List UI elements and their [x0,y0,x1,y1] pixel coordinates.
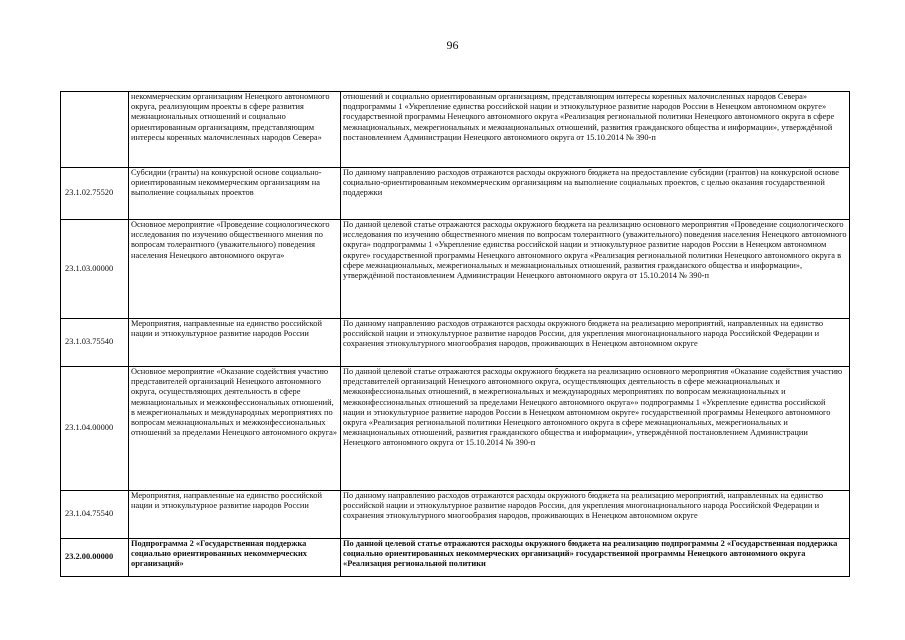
row-name: Субсидии (гранты) на конкурсной основе социально-ориентированным некоммерческим организациям на выполнение социальных проектов [129,168,341,220]
table-row [61,220,850,319]
table-row [61,168,850,220]
row-code: 23.1.03.00000 [61,220,129,319]
row-description: По данной целевой статье отражаются расходы окружного бюджета на реализацию основного мероприятия «Проведение социологического исследования по изучению общественного мнения по вопросам толерантного (уважительного) поведения населения Ненецкого автономного округа» подпрограммы 1 «Укрепление единства российской нации и этнокультурное развитие народов России в Ненецком автономном округе» государственной программы Ненецкого автономного округа «Реализация региональной политики Ненецкого автономного округа в сфере межнациональных, межрегиональных и межнациональных отношений, развития гражданского общества и информации», утверждённой постановлением Администрации Ненецкого автономного округа от 15.10.2014 № 390-п [341,220,850,319]
row-description: По данному направлению расходов отражаются расходы окружного бюджета на реализацию мероприятий, направленных на единство российской нации и этнокультурное развитие народов России, для укрепления многонационального народа Российской Федерации и сохранения этнокультурного многообразия народов, проживающих в Ненецком автономном округе [341,319,850,367]
row-code: 23.1.03.75540 [61,319,129,367]
row-description: По данной целевой статье отражаются расходы окружного бюджета на реализацию основного мероприятия «Оказание содействия участию представителей организаций Ненецкого автономного округа, осуществляющих деятельность в сфере межнациональных и межконфессиональных отношений, в межрегиональных и международных мероприятиях по вопросам межнациональных и межконфессиональных отношений за пределами Ненецкого автономного округа»» подпрограммы 1 «Укрепление единства российской нации и этнокультурное развитие народов России в Ненецком автономном округе» государственной программы Ненецкого автономного округа «Реализация региональной политики Ненецкого автономного округа в сфере межнациональных, межрегиональных и межнациональных отношений, развития гражданского общества и информации», утверждённой постановлением Администрации Ненецкого автономного округа от 15.10.2014 № 390-п [341,367,850,491]
table-row [61,491,850,539]
row-description: отношений и социально ориентированным организациям, представляющим интересы коренных малочисленных народов Севера» подпрограммы 1 «Укрепление единства российской нации и этнокультурное развитие народов России в Ненецком автономном округе» государственной программы Ненецкого автономного округа «Реализация региональной политики Ненецкого автономного округа в сфере межнациональных, межрегиональных и межнациональных отношений, развития гражданского общества и информации», утверждённой постановлением Администрации Ненецкого автономного округа от 15.10.2014 № 390-п [341,92,850,168]
row-code: 23.2.00.00000 [61,539,129,577]
row-code: 23.1.02.75520 [61,168,129,220]
row-code [61,92,129,168]
table-row [61,92,850,168]
row-description: По данному направлению расходов отражаются расходы окружного бюджета на предоставление субсидии (грантов) на конкурсной основе социально-ориентированным некоммерческим организациям на выполнение социальных проектов, с целью оказания государственной поддержки [341,168,850,220]
table-row [61,319,850,367]
row-name: некоммерческим организациям Ненецкого автономного округа, реализующим проекты в сфере развития межнациональных отношений и социально ориентированным организациям, представляющим интересы коренных малочисленных народов Севера» [129,92,341,168]
row-name: Основное мероприятие «Проведение социологического исследования по изучению общественного мнения по вопросам толерантного (уважительного) поведения населения Ненецкого автономного округа» [129,220,341,319]
row-name: Мероприятия, направленные на единство российской нации и этнокультурное развитие народов России [129,491,341,539]
table-row [61,367,850,491]
row-description: По данной целевой статье отражаются расходы окружного бюджета на реализацию подпрограммы 2 «Государственная поддержка социально ориентированных некоммерческих организаций» государственной программы Ненецкого автономного округа «Реализация региональной политики [341,539,850,577]
page-number: 96 [446,38,459,52]
row-code: 23.1.04.00000 [61,367,129,491]
table-row [61,539,850,577]
row-name: Мероприятия, направленные на единство российской нации и этнокультурное развитие народов России [129,319,341,367]
row-name: Подпрограмма 2 «Государственная поддержка социально ориентированных некоммерческих организаций» [129,539,341,577]
row-name: Основное мероприятие «Оказание содействия участию представителей организаций Ненецкого автономного округа, осуществляющих деятельность в сфере межнациональных и межконфессиональных отношений, в межрегиональных и международных мероприятиях по вопросам межнациональных и межконфессиональных отношений за пределами Ненецкого автономного округа» [129,367,341,491]
budget-classification-table [60,91,850,577]
row-description: По данному направлению расходов отражаются расходы окружного бюджета на реализацию мероприятий, направленных на единство российской нации и этнокультурное развитие народов России, для укрепления многонационального народа Российской Федерации и сохранения этнокультурного многообразия народов, проживающих в Ненецком автономном округе [341,491,850,539]
row-code: 23.1.04.75540 [61,491,129,539]
